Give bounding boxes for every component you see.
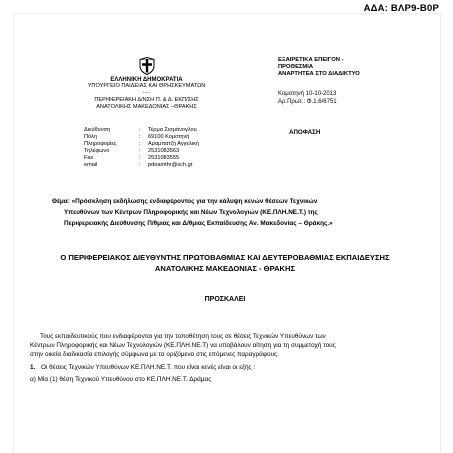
protocol-number: Αρ.Πρωτ.: Φ.1.6/6751 bbox=[278, 99, 337, 105]
body-paragraph1-line2: Κέντρων Πληροφορικής και Νέων Τεχνολογιών (ΚΕ.ΠΛΗ.ΝΕ.Τ) να υποβάλουν αίτηση για τη συμμετοχή τους bbox=[30, 342, 336, 349]
contact-label: email bbox=[84, 162, 98, 168]
invites-heading: ΠΡΟΣΚΑΛΕΙ bbox=[204, 296, 246, 303]
document-type: ΑΠΟΦΑΣΗ bbox=[289, 129, 321, 136]
contact-value: pdeamthr@sch.gr bbox=[148, 162, 193, 168]
subject-line2: Υπευθύνων των Κέντρων Πληροφορικής και Νέων Τεχνολογιών (ΚΕ.ΠΛΗ.ΝΕ.Τ.) της bbox=[64, 209, 318, 216]
document-date: Κομοτηνή 10-10-2013 bbox=[278, 91, 337, 97]
contact-label: Διεύθυνση bbox=[84, 127, 111, 133]
contact-value: Αραμπατζή Αγγελική bbox=[148, 141, 199, 147]
heading-line1: Ο ΠΕΡΙΦΕΡΕΙΑΚΟΣ ΔΙΕΥΘΥΝΤΗΣ ΠΡΩΤΟΒΑΘΜΙΑΣ ΚΑΙ ΔΕΥΤΕΡΟΒΑΘΜΙΑΣ ΕΚΠΑΙΔΕΥΣΗΣ bbox=[60, 253, 390, 262]
urgency-line2: ΠΡΟΘΕΣΜΙΑ bbox=[278, 64, 314, 70]
item1-number: 1. bbox=[30, 364, 36, 371]
issuer-country: ΕΛΛΗΝΙΚΗ ΔΗΜΟΚΡΑΤΙΑ bbox=[110, 77, 183, 83]
body-paragraph1-line3: στην οικεία διαδικασία επιλογής σύμφωνα με τα οριζόμενα στις επόμενες παραγράφους. bbox=[30, 351, 279, 358]
contact-label: Πληροφορίες bbox=[84, 141, 117, 147]
subject-line3: Περιφερειακής Διεύθυνσης Π/θμιας και Δ/θμιας Εκπαίδευσης Αν. Μακεδονίας – Θράκης.» bbox=[64, 220, 333, 227]
contact-value: 2531083563 bbox=[148, 148, 180, 154]
contact-label: Fax bbox=[84, 155, 94, 161]
item1-text: Οι θέσεις Τεχνικών Υπευθύνων ΚΕ.ΠΛΗ.ΝΕ.Τ. που είναι κενές είναι οι εξής : bbox=[41, 364, 256, 371]
urgency-line1: ΕΞΑΙΡΕΤΙΚΑ ΕΠΕΙΓΟΝ - bbox=[278, 57, 344, 63]
body-paragraph1-line1: Τους εκπαιδευτικούς που ενδιαφέρονται για την τοποθέτηση τους σε θέσεις Τεχνικών Υπευθύνων των bbox=[40, 333, 326, 340]
contact-value: 69100 Κομοτηνή bbox=[148, 134, 190, 140]
ada-code: ΑΔΑ: ΒΛΡ9-Β0Ρ bbox=[363, 3, 439, 14]
issuer-separator: ----- bbox=[142, 90, 151, 95]
contact-value: 2531083555 bbox=[148, 155, 180, 161]
issuer-directorate-line2: ΑΝΑΤΟΛΙΚΗΣ ΜΑΚΕΔΟΝΙΑΣ –ΘΡΑΚΗΣ bbox=[96, 104, 197, 110]
heading-line2: ΑΝΑΤΟΛΙΚΗΣ ΜΑΚΕΔΟΝΙΑΣ - ΘΡΑΚΗΣ bbox=[154, 264, 296, 273]
contact-label: Τηλέφωνο bbox=[84, 148, 110, 154]
issuer-directorate-line1: ΠΕΡΙΦΕΡΕΙΑΚΗ Δ/ΝΣΗ Π. & Δ. ΕΚΠ/ΣΗΣ bbox=[94, 97, 199, 103]
contact-label: Πόλη bbox=[84, 134, 97, 140]
item1a-text: α) Μία (1) θέση Τεχνικού Υπευθύνου στο ΚΕ.ΠΛΗ.ΝΕ.Τ. Δράμας bbox=[30, 376, 212, 383]
subject-line1: Θέμα: «Πρόσκληση εκδήλωσης ενδιαφέροντος για την κάλυψη κενών θέσεων Τεχνικών bbox=[52, 198, 318, 205]
greek-emblem-icon bbox=[139, 57, 155, 75]
contact-value: Τέρμα Σισμάνογλου bbox=[148, 127, 197, 133]
issuer-ministry: ΥΠΟΥΡΓΕΙΟ ΠΑΙΔΕΙΑΣ ΚΑΙ ΘΡΗΣΚΕΥΜΑΤΩΝ bbox=[87, 83, 206, 89]
urgency-line3: ΑΝΑΡΤΗΤΕΑ ΣΤΟ ΔΙΑΔΙΚΤΥΟ bbox=[278, 71, 360, 77]
